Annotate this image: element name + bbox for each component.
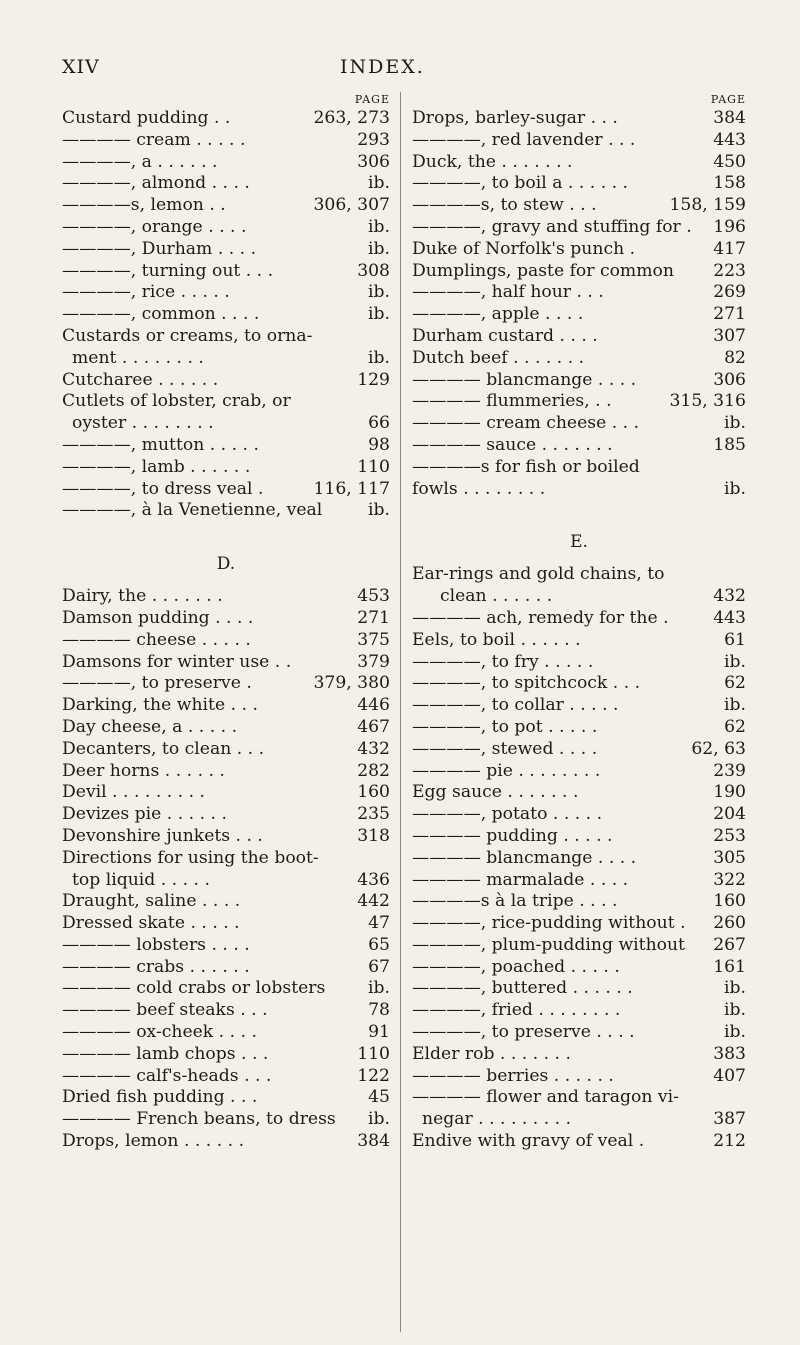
entry-text: ————, half hour . . . [412, 282, 604, 303]
entry-text: ———— cream . . . . . [62, 129, 246, 150]
entry-page-ref: 67 [368, 956, 390, 977]
entry-text: ———— flummeries, . . [412, 391, 612, 412]
entry-page-ref: 239 [713, 760, 746, 781]
index-entry [62, 239, 390, 261]
entry-page-ref: ib. [368, 216, 390, 237]
entry-text: Durham custard . . . . [412, 325, 598, 346]
entry-text: ————, rice . . . . . [62, 282, 230, 303]
entry-page-ref: 62 [724, 673, 746, 694]
entry-page-ref: 62, 63 [691, 738, 746, 759]
entry-text: clean . . . . . . [440, 586, 553, 607]
entry-page-ref: 161 [713, 956, 746, 977]
entry-page-ref: 82 [724, 347, 746, 368]
index-entry [412, 652, 746, 674]
index-entry [62, 630, 390, 652]
section-heading-d: D. [216, 554, 236, 575]
index-entry [62, 261, 390, 283]
entry-text: ————, fried . . . . . . . . [412, 1000, 621, 1021]
entry-text: oyster . . . . . . . . [72, 413, 214, 434]
entry-text: ———— berries . . . . . . [412, 1065, 614, 1086]
entry-page-ref: 407 [713, 1065, 746, 1086]
index-entry [412, 217, 746, 239]
index-entry [62, 891, 390, 913]
entry-text: Custard pudding . . [62, 108, 231, 128]
entry-text: Devizes pie . . . . . . [62, 804, 227, 825]
index-entry [62, 500, 390, 522]
entry-page-ref: 235 [357, 804, 390, 825]
entry-page-ref: ib. [724, 651, 746, 672]
entry-page-ref: 260 [713, 913, 746, 934]
index-entry [412, 304, 746, 326]
entry-text: ———— blancmange . . . . [412, 369, 637, 390]
index-entry [412, 413, 746, 435]
entry-page-ref: 253 [713, 825, 746, 846]
entry-text: ———— pudding . . . . . [412, 825, 613, 846]
index-entry [412, 782, 746, 804]
entry-page-ref: 160 [713, 891, 746, 912]
entry-page-ref: 158 [713, 173, 746, 194]
entry-page-ref: 271 [713, 304, 746, 325]
entry-page-ref: 223 [713, 260, 746, 281]
entry-text: ————s, lemon . . [62, 195, 226, 216]
entry-text: Dressed skate . . . . . [62, 913, 240, 934]
entry-page-ref: 122 [357, 1065, 390, 1086]
entry-page-ref: 305 [713, 847, 746, 868]
index-entry [412, 717, 746, 739]
entry-page-ref: 467 [357, 716, 390, 737]
index-entry [412, 152, 746, 174]
entry-page-ref: ib. [368, 978, 390, 999]
entry-page-ref: 269 [713, 282, 746, 303]
index-entry [412, 239, 746, 261]
entry-text: Deer horns . . . . . . [62, 760, 225, 781]
index-list-d-cont [412, 108, 746, 500]
index-entry [412, 326, 746, 348]
index-entry [412, 608, 746, 630]
index-entry [62, 935, 390, 957]
index-entry [412, 457, 746, 479]
entry-text: Devonshire junkets . . . [62, 825, 263, 846]
entry-text: Dutch beef . . . . . . . [412, 347, 585, 368]
entry-page-ref: 61 [724, 629, 746, 650]
index-entry [412, 261, 746, 283]
entry-text: ————, rice-pudding without . [412, 913, 686, 934]
index-entry [412, 586, 746, 608]
entry-page-ref: 306 [713, 369, 746, 390]
index-entry [62, 304, 390, 326]
index-entry [62, 804, 390, 826]
entry-page-ref: 443 [713, 129, 746, 150]
entry-text: Day cheese, a . . . . . [62, 716, 238, 737]
entry-page-ref: 384 [713, 108, 746, 128]
index-entry [62, 1109, 390, 1131]
entry-page-ref: 383 [713, 1043, 746, 1064]
entry-text: top liquid . . . . . [72, 869, 210, 890]
index-entry [62, 282, 390, 304]
index-entry [412, 739, 746, 761]
entry-text: Drops, barley-sugar . . . [412, 108, 618, 128]
entry-text: Damson pudding . . . . [62, 607, 254, 628]
index-entry [62, 370, 390, 392]
entry-text: ————s for fish or boiled [412, 456, 640, 477]
index-entry [62, 1131, 390, 1153]
entry-text: ————, gravy and stuffing for . [412, 216, 692, 237]
index-entry [412, 673, 746, 695]
index-entry [412, 1109, 746, 1131]
page-column-label: PAGE [710, 93, 746, 106]
entry-page-ref: 446 [357, 695, 390, 716]
entry-text: Ear-rings and gold chains, to [412, 564, 665, 585]
entry-page-ref: 66 [368, 413, 390, 434]
entry-page-ref: 387 [713, 1109, 746, 1130]
entry-text: fowls . . . . . . . . [412, 478, 546, 499]
entry-text: ————, almond . . . . [62, 173, 250, 194]
index-entry [412, 195, 746, 217]
entry-text: ————s à la tripe . . . . [412, 891, 618, 912]
entry-text: negar . . . . . . . . . [422, 1109, 572, 1130]
index-entry [412, 826, 746, 848]
entry-text: ————, to boil a . . . . . . [412, 173, 629, 194]
index-entry [412, 1044, 746, 1066]
entry-text: ———— cheese . . . . . [62, 629, 251, 650]
entry-page-ref: 110 [357, 456, 390, 477]
entry-text: ———— calf's-heads . . . [62, 1065, 272, 1086]
entry-page-ref: ib. [724, 1000, 746, 1021]
index-entry [412, 348, 746, 370]
index-entry [412, 282, 746, 304]
index-entry [412, 564, 746, 586]
index-entry [412, 1087, 746, 1109]
entry-page-ref: 315, 316 [669, 391, 746, 412]
entry-text: Dried fish pudding . . . [62, 1087, 258, 1108]
entry-page-ref: 375 [357, 629, 390, 650]
entry-page-ref: ib. [724, 695, 746, 716]
entry-page-ref: 442 [357, 891, 390, 912]
entry-page-ref: 78 [368, 1000, 390, 1021]
entry-text: ———— crabs . . . . . . [62, 956, 250, 977]
entry-text: ———— cold crabs or lobsters [62, 978, 326, 999]
index-list-e [412, 564, 746, 1153]
index-entry [62, 586, 390, 608]
entry-text: ————, mutton . . . . . [62, 434, 259, 455]
page-folio: XIV [62, 56, 100, 78]
entry-page-ref: 116, 117 [313, 478, 390, 499]
entry-page-ref: 450 [713, 151, 746, 172]
entry-page-ref: 110 [357, 1043, 390, 1064]
entry-text: ———— cream cheese . . . [412, 413, 640, 434]
index-entry [62, 957, 390, 979]
running-title: INDEX. [340, 56, 425, 78]
index-entry [62, 195, 390, 217]
index-entry [412, 1000, 746, 1022]
entry-text: Drops, lemon . . . . . . [62, 1131, 245, 1152]
entry-text: Dumplings, paste for common [412, 260, 674, 281]
index-entry [412, 435, 746, 457]
entry-page-ref: 160 [357, 782, 390, 803]
index-entry [412, 1066, 746, 1088]
right-column [412, 92, 746, 1153]
index-entry [62, 1087, 390, 1109]
index-entry [412, 173, 746, 195]
index-entry [62, 913, 390, 935]
entry-text: ———— beef steaks . . . [62, 1000, 268, 1021]
index-entry [62, 717, 390, 739]
index-entry [62, 652, 390, 674]
entry-text: ————, to dress veal . [62, 478, 264, 499]
entry-text: ment . . . . . . . . [72, 347, 204, 368]
entry-page-ref: ib. [724, 478, 746, 499]
index-entry [62, 761, 390, 783]
entry-text: Decanters, to clean . . . [62, 738, 265, 759]
entry-text: ————, to collar . . . . . [412, 695, 619, 716]
index-entry [62, 108, 390, 130]
entry-page-ref: 307 [713, 325, 746, 346]
index-entry [62, 673, 390, 695]
entry-page-ref: 318 [357, 825, 390, 846]
index-entry [62, 435, 390, 457]
entry-page-ref: ib. [368, 173, 390, 194]
entry-text: ————, to spitchcock . . . [412, 673, 641, 694]
entry-text: ———— French beans, to dress [62, 1109, 336, 1130]
entry-text: ————, buttered . . . . . . [412, 978, 633, 999]
entry-text: ————, to pot . . . . . [412, 716, 598, 737]
entry-text: ———— marmalade . . . . [412, 869, 629, 890]
index-entry [412, 479, 746, 501]
page-column-label: PAGE [354, 93, 390, 106]
entry-text: ————, common . . . . [62, 304, 260, 325]
entry-page-ref: 212 [713, 1131, 746, 1152]
index-list-c [62, 108, 390, 522]
entry-page-ref: 190 [713, 782, 746, 803]
entry-page-ref: 47 [368, 913, 390, 934]
index-entry [62, 348, 390, 370]
index-entry [412, 891, 746, 913]
index-entry [62, 479, 390, 501]
index-entry [62, 782, 390, 804]
entry-page-ref: 98 [368, 434, 390, 455]
index-entry [412, 130, 746, 152]
entry-page-ref: 62 [724, 716, 746, 737]
index-entry [412, 913, 746, 935]
entry-text: Custards or creams, to orna- [62, 325, 313, 346]
entry-text: ————, Durham . . . . [62, 238, 257, 259]
entry-page-ref: 271 [357, 607, 390, 628]
entry-text: ———— flower and taragon vi- [412, 1087, 679, 1108]
index-entry [62, 739, 390, 761]
entry-page-ref: 379, 380 [313, 673, 390, 694]
entry-text: ————, turning out . . . [62, 260, 274, 281]
entry-page-ref: 443 [713, 607, 746, 628]
entry-text: ————, stewed . . . . [412, 738, 598, 759]
entry-page-ref: 45 [368, 1087, 390, 1108]
index-entry [412, 804, 746, 826]
entry-page-ref: ib. [724, 1022, 746, 1043]
entry-page-ref: ib. [368, 1109, 390, 1130]
entry-page-ref: 432 [357, 738, 390, 759]
entry-page-ref: ib. [368, 282, 390, 303]
entry-text: ———— ach, remedy for the . [412, 607, 669, 628]
index-entry [62, 217, 390, 239]
index-entry [62, 608, 390, 630]
entry-text: ————, plum-pudding without [412, 934, 685, 955]
index-entry [62, 695, 390, 717]
index-entry [62, 130, 390, 152]
entry-text: Endive with gravy of veal . [412, 1131, 645, 1152]
index-entry [412, 978, 746, 1000]
entry-text: ————, potato . . . . . [412, 804, 603, 825]
entry-page-ref: 196 [713, 216, 746, 237]
index-entry [412, 870, 746, 892]
index-entry [412, 1022, 746, 1044]
entry-page-ref: 185 [713, 434, 746, 455]
entry-text: Eels, to boil . . . . . . [412, 629, 581, 650]
index-entry [62, 978, 390, 1000]
entry-text: Draught, saline . . . . [62, 891, 241, 912]
entry-text: ————, poached . . . . . [412, 956, 620, 977]
entry-text: ————, orange . . . . [62, 216, 247, 237]
index-entry [412, 761, 746, 783]
section-heading-e: E. [570, 532, 588, 553]
entry-page-ref: 267 [713, 934, 746, 955]
entry-page-ref: 436 [357, 869, 390, 890]
entry-page-ref: ib. [368, 304, 390, 325]
entry-text: ———— lobsters . . . . [62, 934, 250, 955]
entry-text: Elder rob . . . . . . . [412, 1043, 571, 1064]
index-entry [62, 1000, 390, 1022]
entry-text: ———— blancmange . . . . [412, 847, 637, 868]
entry-page-ref: 306 [357, 151, 390, 172]
entry-text: Damsons for winter use . . [62, 651, 292, 672]
entry-page-ref: 65 [368, 934, 390, 955]
index-entry [62, 326, 390, 348]
entry-text: ———— lamb chops . . . [62, 1043, 269, 1064]
index-entry [62, 173, 390, 195]
entry-text: ————, to preserve . . . . [412, 1022, 635, 1043]
left-column [62, 92, 390, 1153]
entry-page-ref: 204 [713, 804, 746, 825]
index-entry [62, 870, 390, 892]
entry-text: Egg sauce . . . . . . . [412, 782, 579, 803]
entry-page-ref: 384 [357, 1131, 390, 1152]
entry-page-ref: 417 [713, 238, 746, 259]
index-entry [412, 935, 746, 957]
entry-text: ————, à la Venetienne, veal [62, 500, 323, 521]
entry-text: Dairy, the . . . . . . . [62, 586, 223, 607]
index-entry [62, 826, 390, 848]
entry-text: Duck, the . . . . . . . [412, 151, 573, 172]
entry-text: ————, lamb . . . . . . [62, 456, 251, 477]
index-entry [62, 413, 390, 435]
entry-text: Cutlets of lobster, crab, or [62, 391, 291, 412]
entry-text: ————, a . . . . . . [62, 151, 218, 172]
entry-page-ref: 432 [713, 586, 746, 607]
index-entry [62, 1044, 390, 1066]
entry-page-ref: 158, 159 [669, 195, 746, 216]
entry-text: ———— ox-cheek . . . . [62, 1022, 257, 1043]
entry-text: ———— pie . . . . . . . . [412, 760, 601, 781]
index-entry [62, 457, 390, 479]
index-entry [62, 1066, 390, 1088]
entry-page-ref: ib. [724, 413, 746, 434]
entry-text: Darking, the white . . . [62, 695, 258, 716]
entry-page-ref: 293 [357, 129, 390, 150]
entry-page-ref: 379 [357, 651, 390, 672]
entry-page-ref: 263, 273 [313, 108, 390, 128]
index-entry [412, 957, 746, 979]
index-entry [62, 1022, 390, 1044]
entry-text: ————, to fry . . . . . [412, 651, 594, 672]
entry-text: ————s, to stew . . . [412, 195, 597, 216]
index-entry [412, 108, 746, 130]
index-entry [412, 848, 746, 870]
entry-page-ref: 322 [713, 869, 746, 890]
entry-page-ref: 453 [357, 586, 390, 607]
entry-text: Cutcharee . . . . . . [62, 369, 219, 390]
entry-text: ———— sauce . . . . . . . [412, 434, 613, 455]
entry-page-ref: 129 [357, 369, 390, 390]
index-entry [62, 848, 390, 870]
entry-page-ref: 306, 307 [313, 195, 390, 216]
index-entry [412, 630, 746, 652]
entry-text: Devil . . . . . . . . . [62, 782, 205, 803]
index-entry [412, 1131, 746, 1153]
entry-page-ref: ib. [368, 238, 390, 259]
column-divider [400, 92, 401, 1332]
index-entry [62, 391, 390, 413]
index-entry [62, 152, 390, 174]
entry-page-ref: 308 [357, 260, 390, 281]
entry-text: ————, to preserve . [62, 673, 252, 694]
entry-page-ref: ib. [724, 978, 746, 999]
entry-text: ————, apple . . . . [412, 304, 584, 325]
index-entry [412, 391, 746, 413]
index-entry [412, 370, 746, 392]
entry-text: ————, red lavender . . . [412, 129, 636, 150]
entry-page-ref: ib. [368, 500, 390, 521]
entry-page-ref: 282 [357, 760, 390, 781]
entry-text: Directions for using the boot- [62, 847, 319, 868]
index-list-d [62, 586, 390, 1153]
entry-text: Duke of Norfolk's punch . [412, 238, 636, 259]
entry-page-ref: 91 [368, 1022, 390, 1043]
index-entry [412, 695, 746, 717]
entry-page-ref: ib. [368, 347, 390, 368]
page-header [0, 56, 800, 86]
